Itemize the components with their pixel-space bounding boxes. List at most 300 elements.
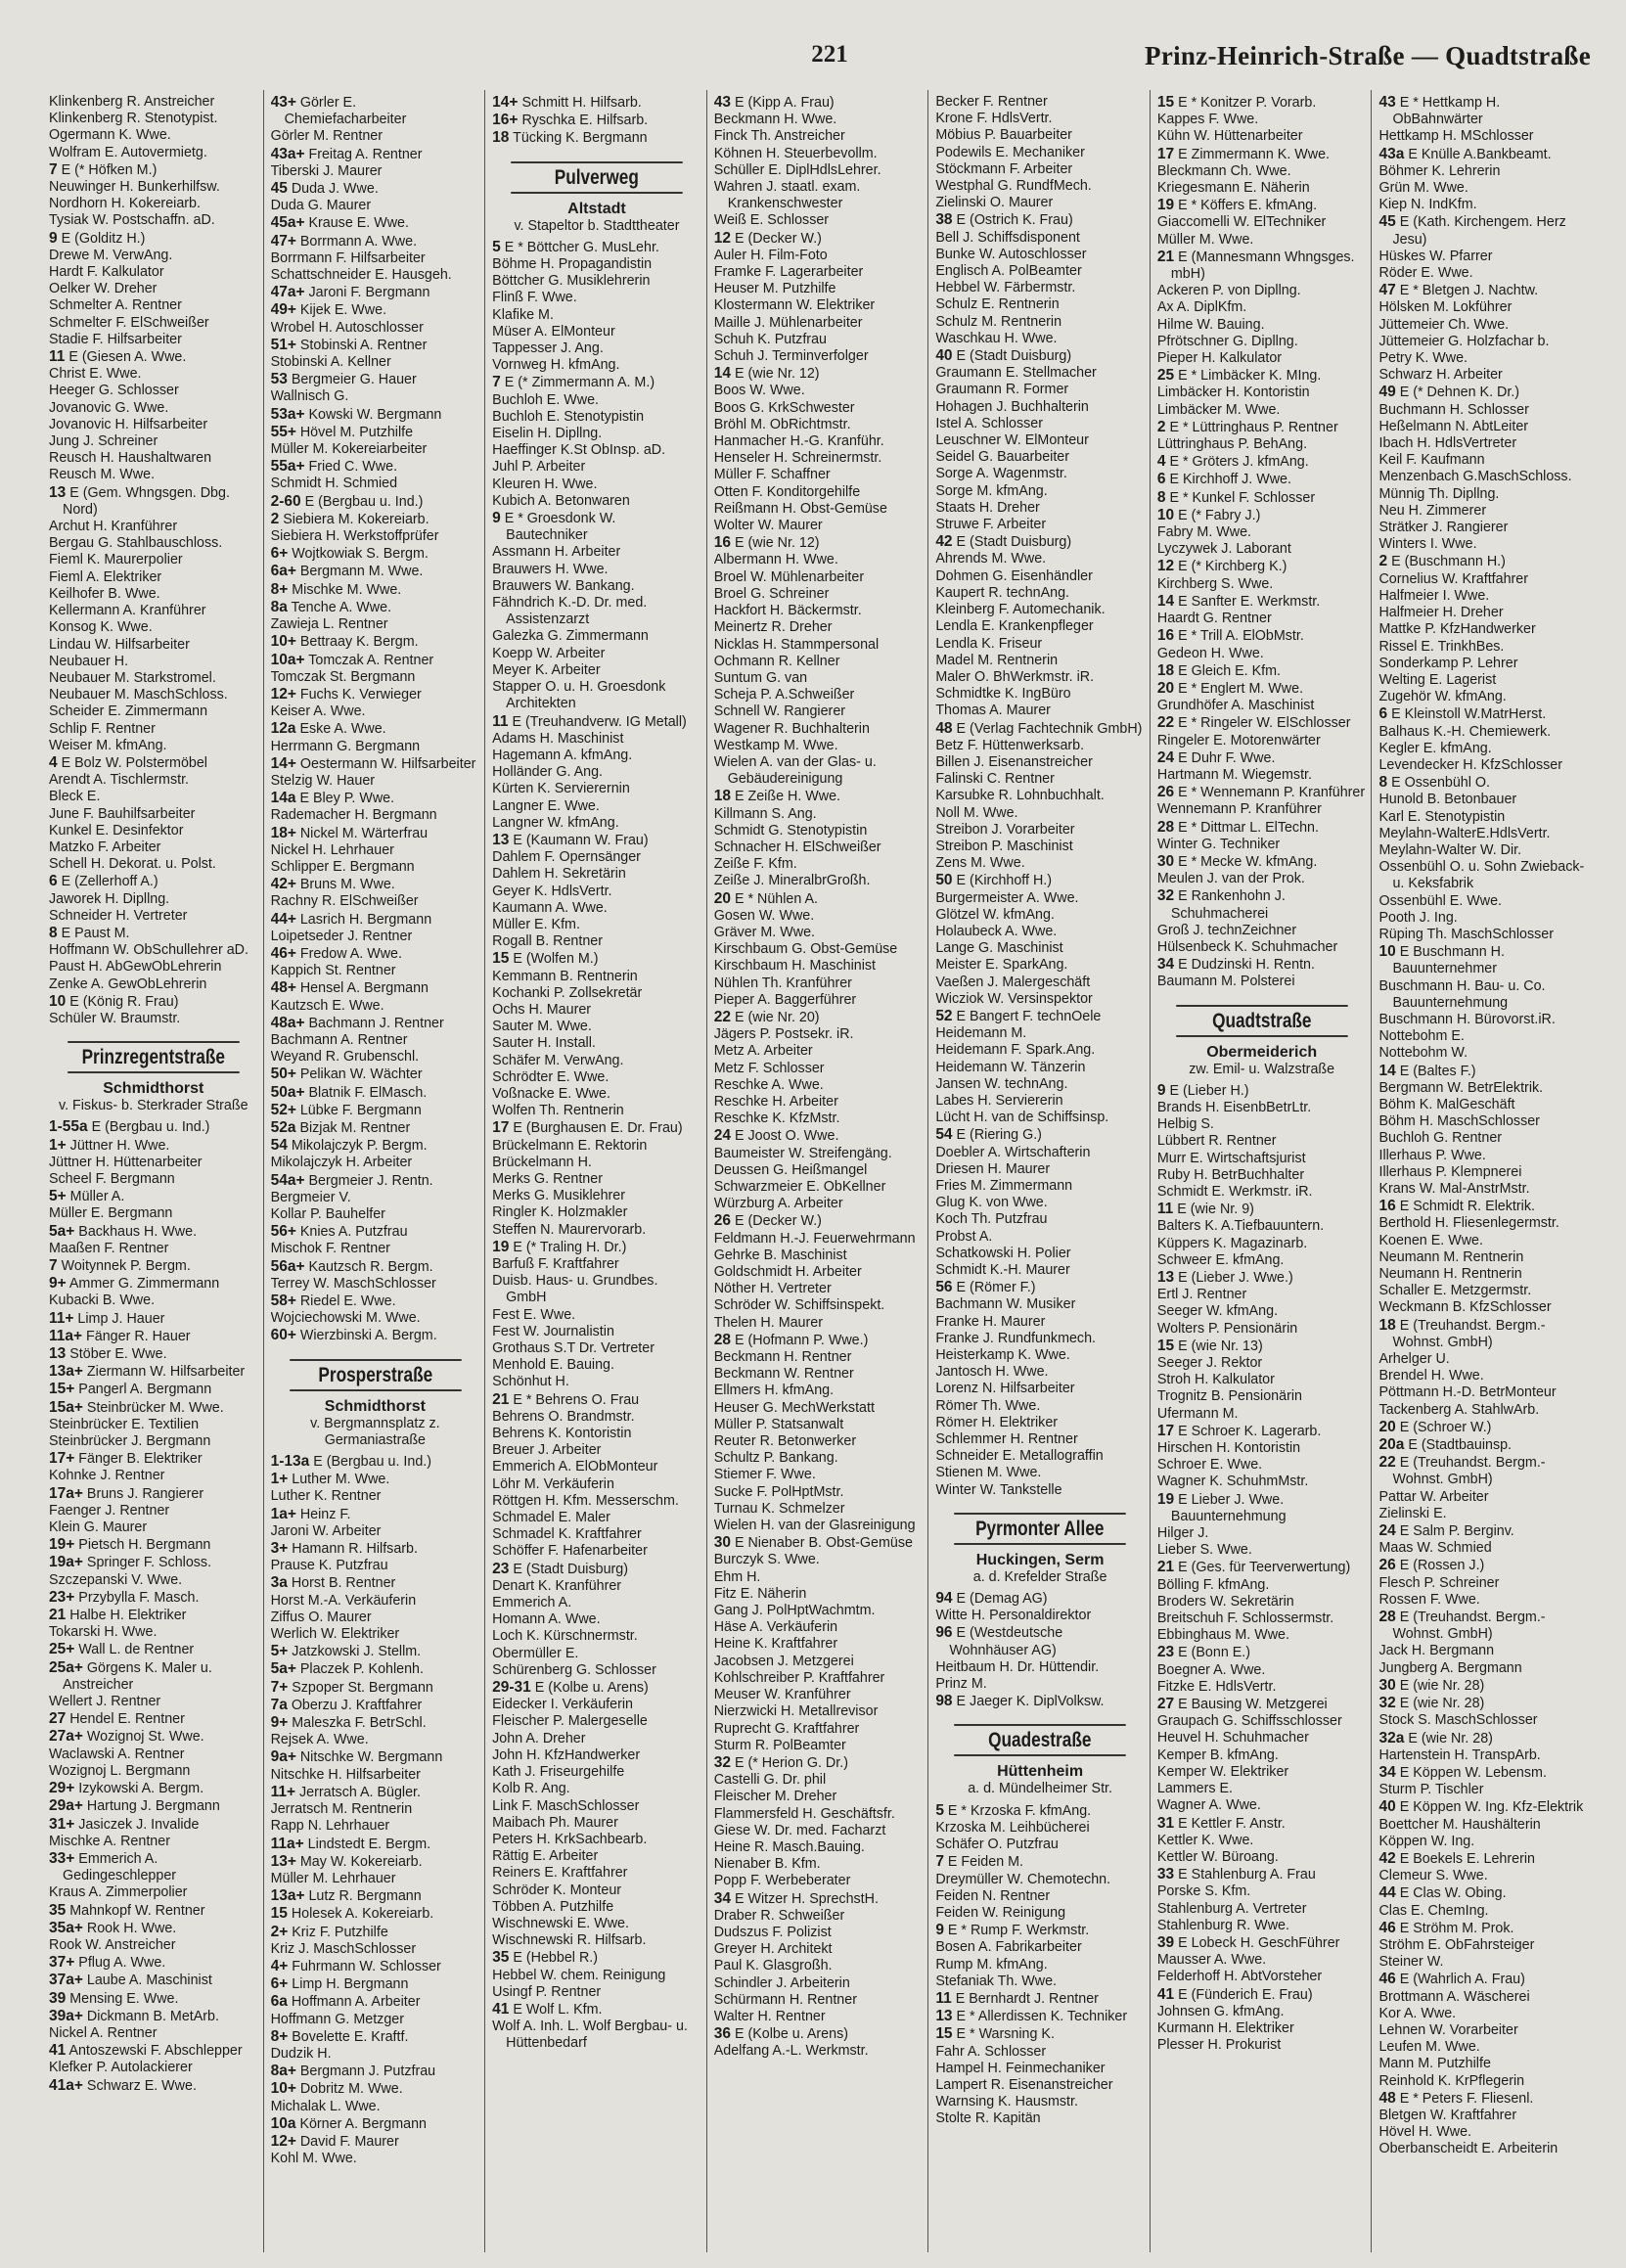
resident-entry	[935, 1398, 1145, 1415]
entry-text: Bergmeier G. Hauer	[291, 372, 417, 388]
entry-text: Kohl M. Wwe.	[270, 2151, 357, 2167]
resident-entry	[271, 1905, 480, 1923]
house-number: 12	[713, 229, 731, 247]
resident-entry	[935, 1161, 1145, 1178]
resident-entry	[1157, 1901, 1367, 1918]
resident-entry	[1157, 214, 1367, 231]
entry-text: Keilhofer B. Wwe.	[49, 585, 160, 602]
column-5	[927, 90, 1150, 2252]
entry-text: Kriz J. MaschSchlosser	[270, 1940, 417, 1957]
resident-entry	[935, 1693, 1145, 1710]
resident-entry	[1157, 1679, 1367, 1696]
house-number: 24	[1378, 1522, 1396, 1540]
resident-entry	[492, 1171, 701, 1188]
house-number: 43	[713, 94, 731, 111]
resident-entry	[1378, 2124, 1588, 2141]
entry-text: Schrödter E. Wwe.	[492, 1068, 610, 1085]
house-number: 14+	[492, 94, 519, 111]
resident-entry	[935, 890, 1145, 907]
entry-text: John H. KfzHandwerker	[492, 1746, 641, 1763]
entry-text: Mann M. Putzhilfe	[1378, 2056, 1491, 2072]
entry-text: E * Dittmar L. ElTechn.	[1178, 819, 1319, 836]
entry-text: Jantosch H. Wwe.	[935, 1364, 1049, 1381]
resident-entry	[1157, 1781, 1367, 1797]
entry-text: Konsog K. Wwe.	[49, 619, 153, 636]
resident-entry	[714, 1400, 924, 1417]
entry-text: E (Ges. für Teerverwertung)	[1178, 1560, 1351, 1576]
resident-entry	[49, 230, 258, 248]
resident-entry	[935, 1364, 1145, 1381]
house-number: 12	[1156, 558, 1175, 575]
entry-text: Bröhl M. ObRichtmstr.	[713, 416, 851, 432]
house-number: 43a	[1378, 145, 1405, 162]
house-number: 24	[713, 1127, 731, 1145]
resident-entry	[714, 467, 924, 483]
resident-entry	[935, 331, 1145, 347]
resident-entry	[935, 1973, 1145, 1990]
entry-text: Geyer K. HdlsVertr.	[492, 883, 612, 899]
entry-text: Bergmeier V.	[270, 1189, 351, 1205]
entry-text: Schwarz E. Wwe.	[86, 2077, 197, 2094]
entry-text: Usingf P. Rentner	[492, 1983, 602, 2000]
entry-text: Pieper A. Baggerführer	[713, 991, 857, 1008]
entry-text: Holesek A. Kokereiarb.	[291, 1906, 434, 1923]
entry-text: Langner W. kfmAng.	[492, 814, 619, 831]
resident-entry	[1378, 656, 1588, 672]
house-number: 7	[49, 1257, 58, 1274]
entry-text: Ringler K. Holzmakler	[492, 1204, 628, 1221]
entry-text: E Lobeck H. GeschFührer	[1178, 1934, 1340, 1951]
street-heading: Quadtstraße	[1176, 1005, 1347, 1037]
resident-entry	[1157, 1287, 1367, 1303]
entry-text: Obermüller E.	[492, 1645, 579, 1661]
resident-entry	[714, 754, 924, 788]
resident-entry	[271, 1327, 480, 1344]
house-number: 42	[935, 533, 953, 551]
entry-text: Tiberski J. Maurer	[270, 162, 383, 179]
entry-text: Ossenbühl O. u. Sohn Zwieback- u. Keksfabrik	[1378, 859, 1585, 892]
entry-text: Stöckmann F. Arbeiter	[935, 160, 1073, 177]
house-number: 7	[49, 160, 58, 178]
resident-entry	[1157, 1610, 1367, 1627]
resident-entry	[935, 1262, 1145, 1279]
resident-entry	[49, 1155, 258, 1171]
entry-text: Fieml K. Maurerpolier	[49, 552, 183, 568]
resident-entry	[492, 426, 701, 442]
entry-text: Nordhorn H. Kokereiarb.	[49, 196, 201, 212]
entry-text: Römer H. Elektriker	[935, 1414, 1059, 1430]
entry-text: Killmann S. Ang.	[713, 805, 817, 822]
resident-entry	[271, 1853, 480, 1871]
resident-entry	[1378, 978, 1588, 1012]
entry-text: Arhelger U.	[1378, 1351, 1450, 1368]
resident-entry	[935, 161, 1145, 178]
resident-entry	[1157, 197, 1367, 214]
entry-text: Oestermann W. Hilfsarbeiter	[299, 755, 476, 772]
entry-text: Hoffmann W. ObSchullehrer aD.	[49, 942, 248, 959]
resident-entry	[492, 1561, 701, 1578]
entry-text: Többen A. Putzhilfe	[492, 1898, 614, 1915]
house-number: 41	[492, 2000, 510, 2018]
resident-entry	[714, 1501, 924, 1518]
entry-text: Reiners E. Kraftfahrer	[492, 1865, 628, 1882]
entry-text: Grundhöfer A. Maschinist	[1156, 698, 1315, 714]
house-number: 52a	[270, 1118, 296, 1136]
entry-text: Nitschke W. Bergmann	[299, 1749, 443, 1766]
resident-entry	[271, 876, 480, 893]
resident-entry	[271, 1871, 480, 1887]
entry-text: Hüskes W. Pfarrer	[1378, 248, 1493, 264]
entry-text: E (Lieber J. Wwe.)	[1178, 1270, 1293, 1286]
resident-entry	[1378, 792, 1588, 808]
resident-entry	[492, 324, 701, 340]
entry-text: Rachny R. ElSchweißer	[270, 893, 419, 910]
entry-text: Tysiak W. Postschaffn. aD.	[49, 212, 215, 229]
resident-entry	[714, 1670, 924, 1687]
resident-entry	[492, 1442, 701, 1459]
street-heading: Prosperstraße	[290, 1359, 461, 1391]
resident-entry	[492, 1239, 701, 1256]
entry-text: Nickel A. Rentner	[49, 2024, 158, 2041]
resident-entry	[49, 2008, 258, 2025]
house-number: 2-60	[270, 492, 301, 510]
resident-entry	[492, 679, 701, 712]
entry-text: Neubauer H.	[49, 653, 129, 669]
house-number: 12+	[270, 2132, 296, 2150]
house-number: 7	[492, 374, 501, 391]
house-number: 56	[935, 1279, 953, 1296]
resident-entry	[714, 1586, 924, 1603]
house-number: 4	[49, 753, 58, 771]
entry-text: E (wie Nr. 28)	[1399, 1677, 1485, 1694]
street-range-note: a. d. Krefelder Straße	[972, 1568, 1107, 1585]
resident-entry	[492, 1426, 701, 1442]
entry-text: Bunke W. Autoschlosser	[935, 246, 1087, 262]
entry-text: Böhm K. MalGeschäft	[1378, 1096, 1515, 1112]
entry-text: Tenche A. Wwe.	[291, 599, 392, 615]
house-number: 29a+	[49, 1797, 83, 1815]
entry-text: E (Zellerhoff A.)	[61, 874, 158, 890]
entry-text: Ahrends M. Wwe.	[935, 551, 1047, 567]
resident-entry	[1378, 94, 1588, 128]
resident-entry	[492, 1679, 701, 1697]
entry-text: Schöffer F. Hafenarbeiter	[492, 1543, 648, 1560]
resident-entry	[271, 1084, 480, 1102]
entry-text: Schatkowski H. Polier	[935, 1245, 1071, 1261]
entry-text: Nickel M. Wärterfrau	[299, 825, 429, 841]
entry-text: E (Fünderich E. Frau)	[1178, 1986, 1313, 2003]
resident-entry	[492, 1204, 701, 1221]
entry-text: Sucke F. PolHptMstr.	[713, 1483, 844, 1500]
resident-entry	[1157, 419, 1367, 436]
entry-text: Müser A. ElMonteur	[492, 323, 615, 340]
resident-entry	[49, 1902, 258, 1920]
resident-entry	[935, 1126, 1145, 1144]
entry-text: Dreymüller W. Chemotechn.	[935, 1871, 1111, 1887]
entry-text: Breitschuh F. Schlossermstr.	[1156, 1610, 1334, 1627]
entry-text: Fitzke E. HdlsVertr.	[1156, 1678, 1277, 1695]
resident-entry	[271, 1190, 480, 1206]
resident-entry	[271, 790, 480, 807]
house-number: 23	[492, 1560, 510, 1577]
entry-text: Buchloh E. Stenotypistin	[492, 408, 645, 425]
entry-text: Münnig Th. Dipllng.	[1378, 485, 1500, 502]
resident-entry	[1378, 672, 1588, 689]
entry-text: Eske A. Wwe.	[299, 721, 386, 738]
entry-text: Rapp N. Lehrhauer	[270, 1818, 390, 1835]
resident-entry	[1378, 1937, 1588, 1954]
resident-entry	[714, 1873, 924, 1889]
entry-text: Fuhrmann W. Schlosser	[292, 1958, 441, 1974]
entry-text: E (Rossen J.)	[1399, 1558, 1485, 1574]
house-number: 40	[935, 347, 953, 365]
entry-text: Backhaus H. Wwe.	[78, 1223, 198, 1240]
house-number: 22	[713, 1008, 731, 1025]
entry-text: E (Ostrich K. Frau)	[956, 212, 1073, 229]
resident-entry	[49, 315, 258, 332]
entry-text: Müller E. Kfm.	[492, 916, 580, 932]
resident-entry	[1378, 1920, 1588, 1937]
house-number: 50+	[270, 1066, 296, 1083]
resident-entry	[1157, 471, 1367, 488]
entry-text: Boettcher M. Haushälterin	[1378, 1816, 1541, 1833]
entry-text: E Köppen W. Ing. Kfz-Elektrik	[1399, 1799, 1584, 1816]
resident-entry	[49, 1972, 258, 1989]
resident-entry	[935, 788, 1145, 804]
entry-text: Schönhut H.	[492, 1374, 569, 1390]
entry-text: Bachmann J. Rentner	[308, 1015, 444, 1031]
entry-text: Maler O. BhWerkmstr. iR.	[935, 668, 1095, 685]
entry-text: Metz F. Schlosser	[713, 1060, 825, 1076]
entry-text: Goldschmidt H. Arbeiter	[713, 1264, 862, 1281]
entry-text: Leufen M. Wwe.	[1378, 2039, 1480, 2056]
resident-entry	[1378, 1540, 1588, 1557]
resident-entry	[935, 1431, 1145, 1448]
resident-entry	[1157, 334, 1367, 350]
entry-text: Clas E. ChemIng.	[1378, 1902, 1489, 1919]
entry-text: Gedeon H. Wwe.	[1156, 645, 1264, 661]
resident-entry	[1378, 1233, 1588, 1249]
resident-entry	[492, 933, 701, 950]
entry-text: E (Treuhandst. Bergm.- Wohnst. GmbH)	[1392, 1455, 1546, 1488]
resident-entry	[714, 1281, 924, 1297]
entry-text: Feiden W. Reinigung	[935, 1904, 1066, 1921]
resident-entry	[714, 1738, 924, 1754]
entry-text: John A. Dreher	[492, 1730, 586, 1746]
house-number: 5a+	[270, 1660, 296, 1678]
house-number: 1-55a	[49, 1118, 88, 1136]
resident-entry	[1157, 1167, 1367, 1184]
resident-entry	[935, 1093, 1145, 1110]
entry-text: E (Hofmann P. Wwe.)	[734, 1332, 869, 1348]
entry-text: Krans W. Mal-AnstrMstr.	[1378, 1181, 1530, 1197]
entry-text: Lehnen W. Vorarbeiter	[1378, 2021, 1518, 2038]
resident-entry	[49, 1205, 258, 1222]
entry-text: Michalak L. Wwe.	[270, 2098, 381, 2114]
entry-text: Schultz P. Bankang.	[713, 1450, 838, 1467]
entry-text: E (Treuhandst. Bergm.- Wohnst. GmbH)	[1392, 1610, 1546, 1643]
resident-entry	[492, 562, 701, 578]
entry-text: Nöther H. Vertreter	[713, 1281, 832, 1297]
resident-entry	[714, 179, 924, 212]
entry-text: Scheel F. Bergmann	[49, 1170, 175, 1187]
resident-entry	[49, 637, 258, 654]
entry-text: E * Groesdonk W. Bautechniker	[504, 511, 616, 544]
entry-text: E * Hettkamp H. ObBahnwärter	[1392, 95, 1501, 128]
resident-entry	[492, 94, 701, 112]
resident-entry	[492, 917, 701, 933]
resident-entry	[714, 992, 924, 1009]
house-number: 12a	[270, 720, 296, 738]
house-number: 1-13a	[270, 1453, 310, 1471]
resident-entry	[271, 669, 480, 686]
resident-entry	[271, 563, 480, 580]
resident-entry	[1157, 853, 1367, 871]
entry-text: June F. Bauhilfsarbeiter	[49, 805, 196, 822]
entry-text: Häse A. Verkäuferin	[713, 1619, 838, 1636]
resident-entry	[714, 2043, 924, 2060]
entry-text: Schmelter A. Rentner	[49, 297, 182, 314]
resident-entry	[1378, 163, 1588, 180]
resident-entry	[49, 789, 258, 805]
entry-text: Schwarz H. Arbeiter	[1378, 367, 1503, 384]
resident-entry	[714, 2025, 924, 2043]
house-number: 60+	[270, 1327, 296, 1344]
resident-entry	[271, 1574, 480, 1592]
resident-entry	[492, 459, 701, 476]
house-number: 10	[49, 992, 67, 1010]
resident-entry	[271, 424, 480, 441]
entry-text: Ströhm E. ObFahrsteiger	[1378, 1936, 1535, 1953]
resident-entry	[1157, 1815, 1367, 1833]
resident-entry	[714, 1754, 924, 1772]
resident-entry	[714, 1687, 924, 1703]
entry-text: E (* Dehnen K. Dr.)	[1399, 385, 1520, 401]
resident-entry	[49, 1363, 258, 1381]
entry-text: Langner E. Wwe.	[492, 797, 600, 814]
entry-text: Schüller E. DiplHdlsLehrer.	[713, 161, 881, 178]
entry-text: Krzoska M. Leihbücherei	[935, 1819, 1090, 1836]
entry-text: Brendel H. Wwe.	[1378, 1368, 1484, 1384]
resident-entry	[935, 551, 1145, 567]
resident-entry	[935, 1957, 1145, 1973]
entry-text: Sorge A. Wagenmstr.	[935, 466, 1067, 482]
entry-text: Rook W. Anstreicher	[49, 1936, 176, 1953]
resident-entry	[1157, 1151, 1367, 1167]
resident-entry	[1157, 1491, 1367, 1525]
house-number: 6	[1378, 705, 1388, 723]
house-number: 26	[1156, 784, 1175, 801]
resident-entry	[271, 2151, 480, 2167]
resident-entry	[49, 1554, 258, 1571]
resident-entry	[1378, 1884, 1588, 1902]
resident-entry	[1378, 1850, 1588, 1868]
resident-entry	[935, 703, 1145, 719]
resident-entry	[1157, 1952, 1367, 1969]
resident-entry	[492, 1611, 701, 1628]
resident-entry	[714, 128, 924, 145]
resident-entry	[714, 348, 924, 365]
resident-entry	[49, 552, 258, 568]
resident-entry	[492, 950, 701, 968]
resident-entry	[492, 1069, 701, 1086]
resident-entry	[492, 1002, 701, 1019]
resident-entry	[1157, 576, 1367, 593]
entry-text: Heisterkamp K. Wwe.	[935, 1347, 1070, 1364]
resident-entry	[1378, 1198, 1588, 1215]
entry-text: Zugehör W. kfmAng.	[1378, 689, 1507, 705]
resident-entry	[935, 636, 1145, 653]
entry-text: Jüttemeier G. Holzfachar b.	[1378, 333, 1550, 349]
entry-text: E (Bergbau u. Ind.)	[313, 1454, 432, 1471]
resident-entry	[49, 1659, 258, 1694]
resident-entry	[271, 652, 480, 669]
resident-entry	[492, 1628, 701, 1645]
entry-text: Waschkau H. Wwe.	[935, 330, 1058, 346]
entry-text: Castelli G. Dr. phil	[713, 1772, 827, 1789]
entry-text: Deussen G. Heißmangel	[713, 1161, 868, 1178]
entry-text: E Zimmermann K. Wwe.	[1178, 146, 1331, 162]
entry-text: Beckmann H. Rentner	[713, 1349, 852, 1366]
entry-text: Oberzu J. Kraftfahrer	[291, 1697, 423, 1713]
entry-text: Holaubeck A. Wwe.	[935, 923, 1058, 939]
resident-entry	[1378, 893, 1588, 910]
entry-text: Turnau K. Schmelzer	[713, 1500, 845, 1517]
entry-text: Meylahn-WalterE.HdlsVertr.	[1378, 825, 1551, 841]
entry-text: Böhm H. MaschSchlosser	[1378, 1113, 1540, 1130]
resident-entry	[271, 301, 480, 319]
resident-entry	[1157, 385, 1367, 401]
resident-entry	[1157, 1252, 1367, 1269]
house-number: 30	[1378, 1676, 1396, 1694]
entry-text: E Jaeger K. DiplVolksw.	[956, 1694, 1105, 1710]
entry-text: Koch Th. Putzfrau	[935, 1211, 1048, 1228]
entry-text: Luther K. Rentner	[270, 1488, 382, 1505]
resident-entry	[1157, 767, 1367, 784]
entry-text: Antoszewski F. Abschlepper	[68, 2043, 243, 2060]
resident-entry	[49, 1345, 258, 1363]
resident-entry	[271, 633, 480, 651]
resident-entry	[714, 1552, 924, 1568]
entry-text: Löhr M. Verkäuferin	[492, 1475, 614, 1492]
resident-entry	[49, 2042, 258, 2060]
house-number: 13+	[270, 1852, 296, 1870]
resident-entry	[935, 602, 1145, 618]
entry-text: Kemper B. kfmAng.	[1156, 1746, 1279, 1763]
entry-text: Paust H. AbGewObLehrerin	[49, 959, 222, 975]
resident-entry	[271, 1767, 480, 1784]
resident-entry	[1157, 489, 1367, 507]
resident-entry	[1378, 1695, 1588, 1712]
house-number: 48	[1378, 2089, 1396, 2107]
entry-text: Kegler E. kfmAng.	[1378, 740, 1492, 756]
entry-text: Buchmann H. Schlosser	[1378, 401, 1529, 418]
house-number: 51+	[270, 336, 296, 353]
resident-entry	[49, 127, 258, 144]
house-number: 9	[492, 510, 501, 527]
entry-text: Hölsken M. Lokführer	[1378, 299, 1513, 316]
resident-entry	[492, 442, 701, 459]
resident-entry	[49, 806, 258, 823]
entry-text: Weckmann B. KfzSchlosser	[1378, 1299, 1552, 1316]
house-number: 32	[1156, 887, 1175, 905]
house-number: 52+	[270, 1101, 296, 1118]
resident-entry	[714, 1890, 924, 1908]
entry-text: Pflug A. Wwe.	[78, 1955, 166, 1972]
resident-entry	[492, 764, 701, 781]
house-number: 5+	[270, 1643, 289, 1660]
resident-entry	[935, 1939, 1145, 1956]
